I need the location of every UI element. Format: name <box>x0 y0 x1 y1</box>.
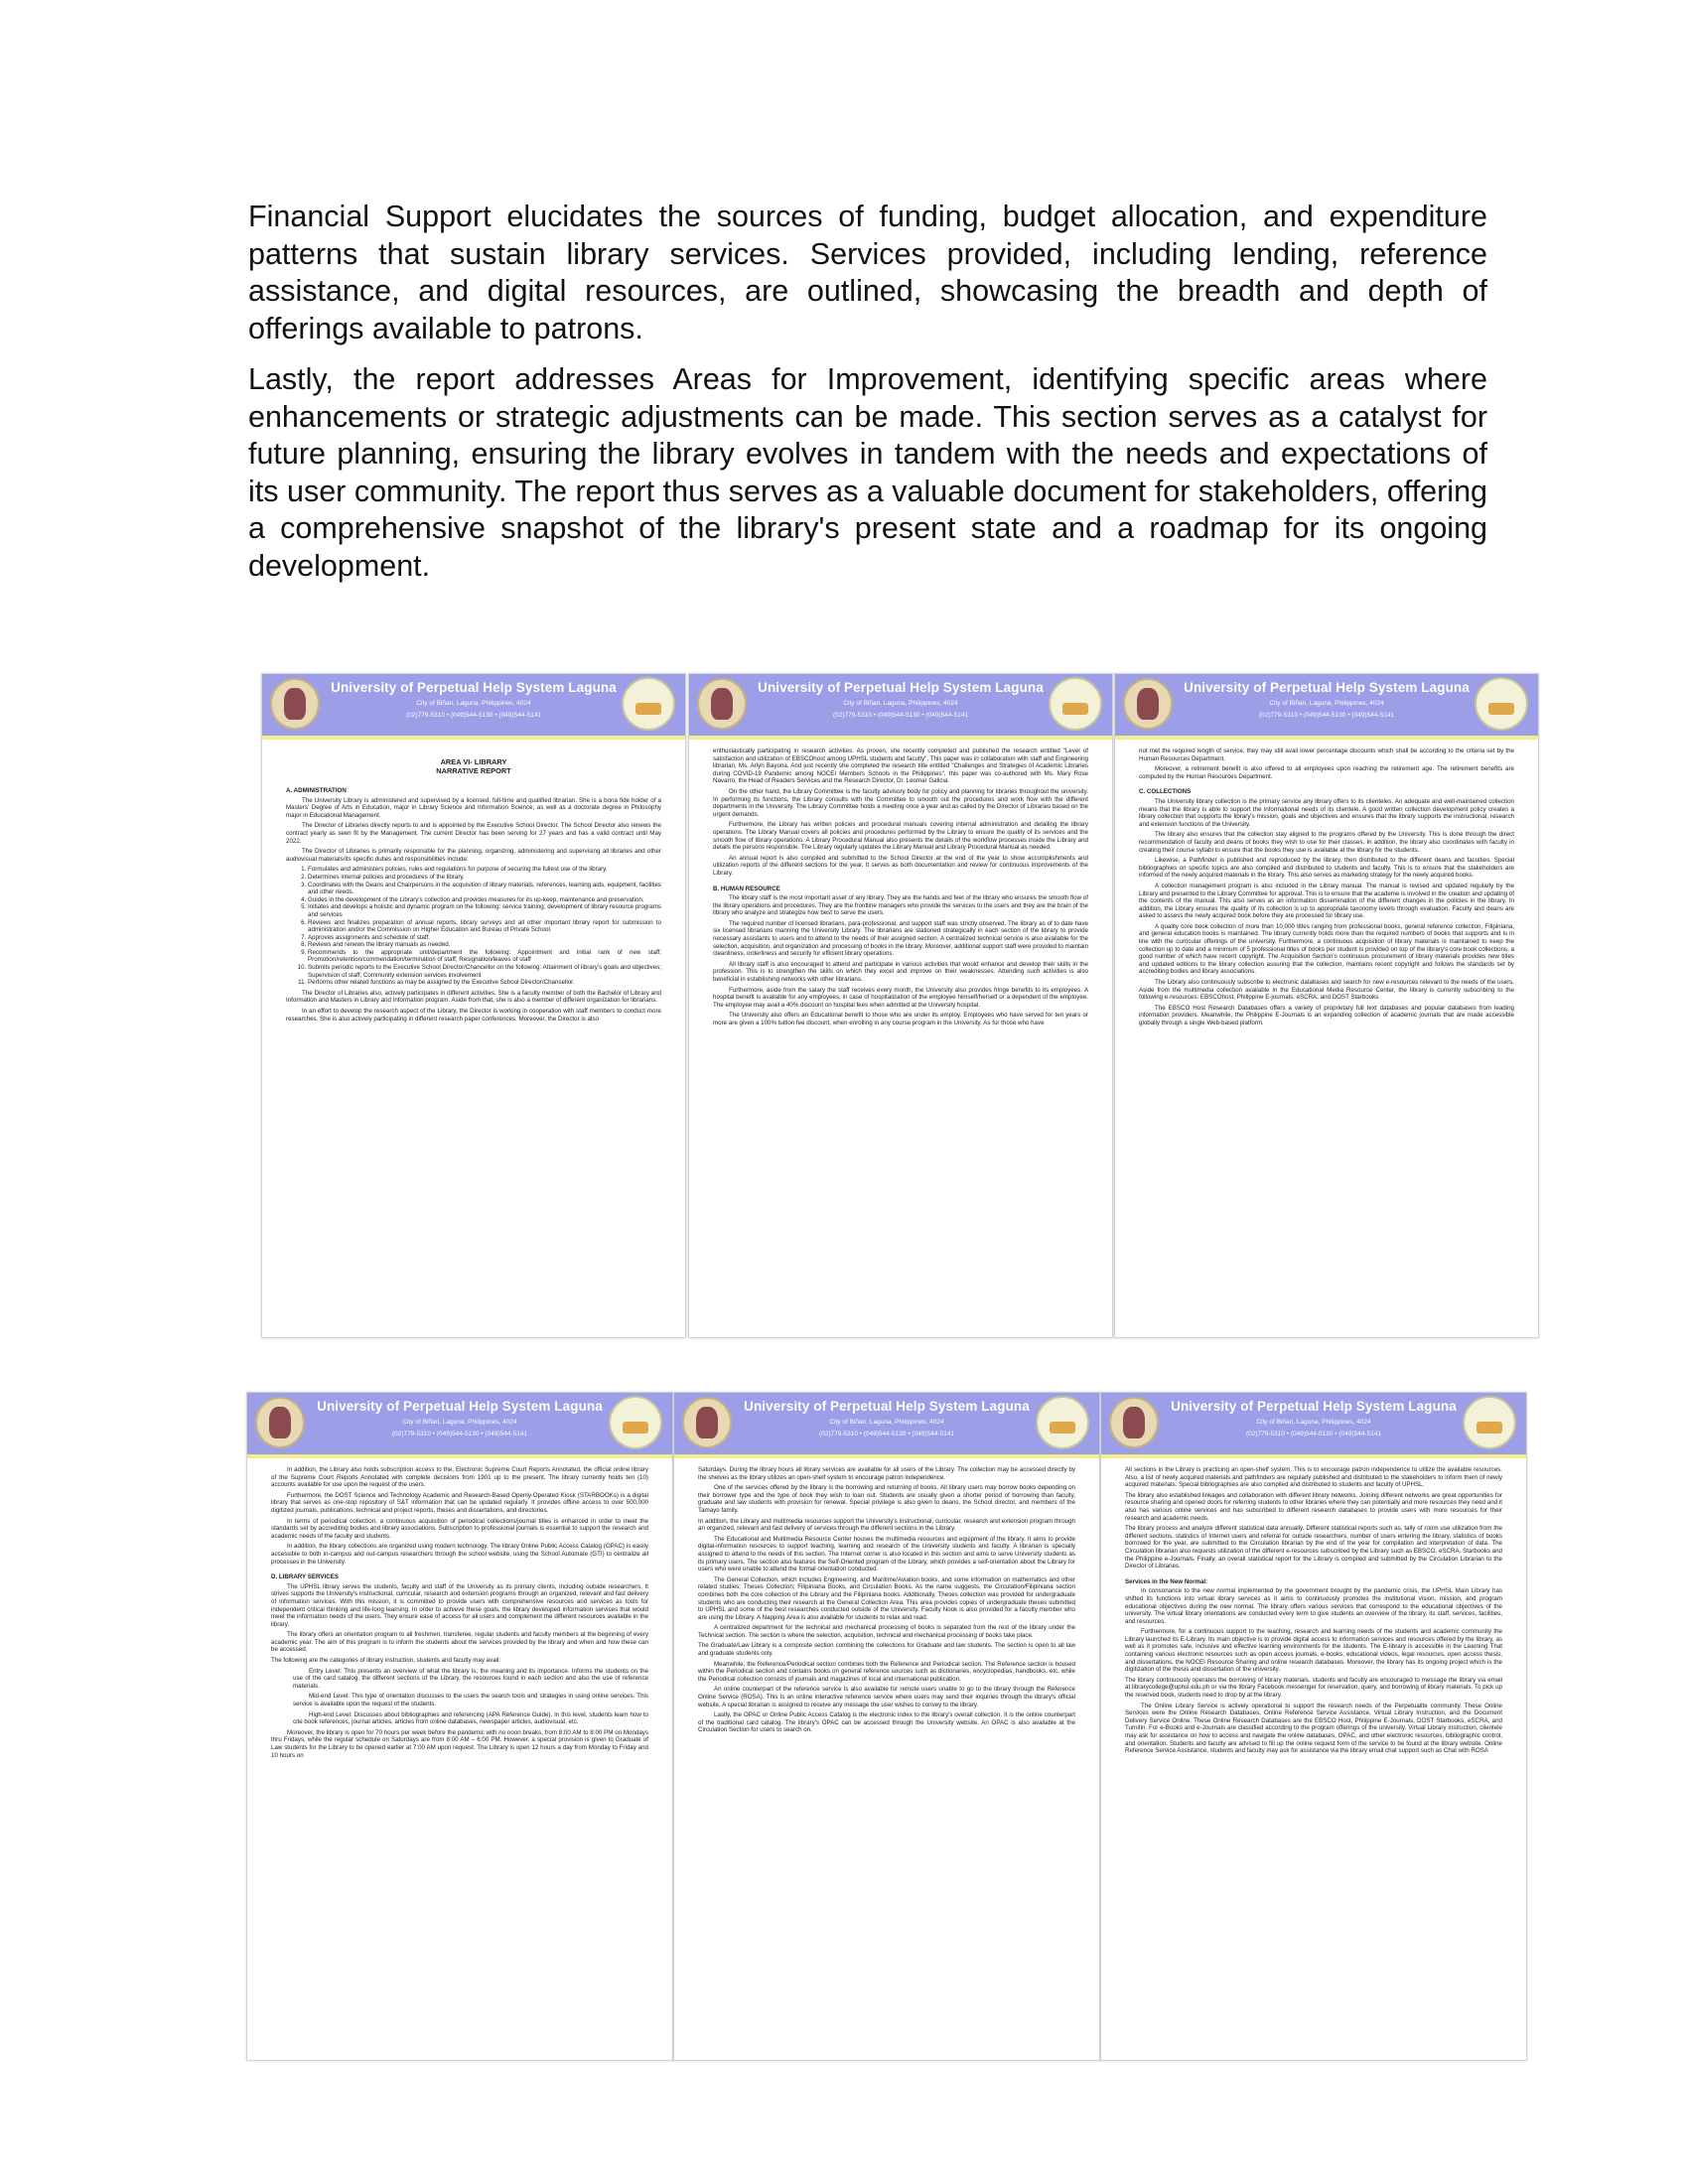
letterhead-phones: (02)779-5310 • (049)544-5130 • (049)544-5141 <box>818 1431 955 1437</box>
paragraph: The UPHSL library serves the students, faculty and staff of the University as its primary clients, including outside researchers. It strives supports the University's instructional, curricular, research and extension programs through an organized, relevant and fast delivery of information services. With this mission, it is committed to provide users with comprehensive resources and services as tools for independent critical thinking and life-long learning. In order to achieve these goals, the library developed information services that would meet the information needs of the users. They ensure ease of access for all users and complement the different resources available in the library. <box>271 1582 648 1628</box>
page-body <box>689 740 1112 1027</box>
paragraph: The Educational and Multimedia Resource Center houses the multimedia resources and equipment of the library. It aims to provide digital-information resources to support teaching, learning and research of the University students and faculty. A librarian is specially assigned to attend to the needs of this section. The Internet corner is also located in this section and aims to serve University students as its primary users. The section also features the Self-Oriented program of the Library, which provides a self-orientation about the Library for users who were unable to attend the formal orientation conducted. <box>698 1535 1075 1573</box>
page-thumbnail-3 <box>1114 673 1539 1338</box>
paragraph: An annual report is also compiled and submitted to the School Director at the end of the year to show accomplishments and utilization reports of the different sections for the year. It serves as both documentation and review for continuous improvements of the Library. <box>713 854 1088 877</box>
paragraph: The following are the categories of library instruction, students and faculty may avail: <box>271 1657 501 1665</box>
paragraph: Lastly, the OPAC or Online Public Access Catalog is the electronic index to the library's overall collection. It is the online counterpart of the traditional card catalog. The library's OPAC can be accessed through the University website. An OPAC is also available at the Circulation Section for users to search on. <box>698 1711 1075 1734</box>
accreditation-logo-icon <box>609 1396 662 1449</box>
letterhead <box>247 1393 672 1458</box>
intro-paragraph-1: Financial Support elucidates the sources of funding, budget allocation, and expenditure patterns that sustain library services. Services provided, including lending, reference assistance, and digital resources, are outlined, showcasing the breadth and depth of offerings available to patrons. <box>248 200 1487 345</box>
paragraph: The Library also continuously subscribe to electronic databases and search for new e-resources relevant to the needs of the users. Aside from the multimedia collection available in the Educational Media Resource Center, the library is currently subscribing to the following e-resources: EBSCOhost, Philippine E-journals, eSCRA, and DOST Starbooks. <box>1139 979 1514 1002</box>
letterhead <box>1115 674 1538 740</box>
paragraph: A collection management program is also included in the Library manual. The manual is revised and updated regularly by the Library and presented to the Library Committee for approval. This is to ensure that the academe is involved in the creation and updating of the contents of the manual. This also serves as an information dissemination of the different changes in the policies in the library. In addition, the Library ensures the quality of its collection is up to appropriate taxonomy levels through evaluation. Faculty and deans are asked to assess the newly acquired book before they are processed for library use. <box>1139 882 1514 920</box>
accreditation-logo-icon <box>1475 677 1528 731</box>
letterhead-title: University of Perpetual Help System Laguna <box>744 1399 1030 1414</box>
paragraph: The University Library is administered and supervised by a licensed, full-time and qualified librarian. She is a bona fide holder of a Masters' Degree of Arts in Education, major in Library Science and Information Science, as well as a doctorate degree in Philosophy major in Educational Management. <box>286 796 661 819</box>
letterhead-address: City of Biñan, Laguna, Philippines, 4024 <box>1256 1419 1371 1426</box>
paragraph: In an effort to develop the research aspect of the Library, the Director is working in cooperation with staff members to conduct more researches. She is also actively participating in different research paper conferences. Moreover, the Director is also <box>286 1008 661 1023</box>
paragraph: The University library collection is the primary service any library offers to its clienteles. An adequate and well-maintained collection means that the library is able to support the informational needs of its clientele. A good written collection development policy creates a library collection that supports the library's mission, goals and objectives and ensures that the library supports the instructional, research and extension functions of the University. <box>1139 797 1514 828</box>
list-item: 11. Performs other related functions as may be assigned by the Executive School Director/Chancellor. <box>308 979 661 987</box>
intro-paragraph-2: Lastly, the report addresses Areas for Improvement, identifying specific areas where enhancements or strategic adjustments can be made. This section serves as a catalyst for future planning, ensuring the library evolves in tandem with the needs and expectations of its user community. The report thus serves as a valuable document for stakeholders, offering a comprehensive snapshot of the library's present state and a roadmap for its ongoing development. <box>248 362 1487 583</box>
letterhead-phones: (02)779-5310 • (049)544-5130 • (049)544-5141 <box>391 1431 528 1437</box>
letterhead-address: City of Biñan, Laguna, Philippines, 4024 <box>1269 700 1384 707</box>
letterhead-title: University of Perpetual Help System Laguna <box>317 1399 603 1414</box>
letterhead-phones: (02)779-5310 • (049)544-5130 • (049)544-5141 <box>1245 1431 1382 1437</box>
section-heading: D. LIBRARY SERVICES <box>271 1573 339 1581</box>
paragraph: In addition, the Library and multimedia resources support the University's instructional, curricular, research and extension program through an organized, relevant and fast delivery of services through the different sections in the Library. <box>698 1517 1075 1533</box>
paragraph: A quality core book collection of more than 10,000 titles ranging from professional books, general reference collection, Filipiniana, and general education books is maintained. The library currently holds more than the required numbers of books that supports and is in line with the curricular offerings of the university. Furthermore, a continuous acquisition of library materials is maintained to keep the collection up to date and a minimum of 5 professional titles of books per student is provided on top of the library's core book collections, a good number of which have recent copyright. The Acquisition Section's continuous procurement of library materials provides new titles and updated editions to the library collection assuring that the collection, maintains recent copyright and follows the standards set by accrediting bodies and library associations. <box>1139 922 1514 976</box>
paragraph: The University also offers an Educational benefit to those who are under its employ. Employees who have served for ten years or more are given a 100% tuition fee discount, when enrolling in any course program in the University. As for those who have <box>713 1012 1088 1026</box>
page-body <box>1115 740 1538 1027</box>
accreditation-logo-icon <box>1036 1396 1089 1449</box>
paragraph: The General Collection, which includes Engineering, and Maritime/Aviation books, and some information on mathematics and other related studies; Theses Collection; Filipiniana Books, and Circulation Books. As the name suggests, the Circulation/Filipiniana section combines both the core collection of the Library and the Filipiniana books. Additionally, Theses collection was provided for undergraduate students who are conducting their research at the General Collection Area. This area provides copies of undergraduate theses submitted to UPHSL and some of the best researches conducted outside of the University. Faculty Nook is also provided for a faculty member who are using the Library. A Napping Area is also available for students to relax and read. <box>698 1575 1075 1621</box>
paragraph: The required number of licensed librarians, para-professional, and support staff was strictly observed. The library as of to date have six licensed librarians manning the University Library. The librarians are stationed strategically in each section of the library to provide necessary assistants to users and to attend to the needs of their assigned section. A centralized technical service is also available for the selection, acquisition, and organization and processing of books in the library. Moreover, additional support staff were provided to maintain cleanliness, orderliness and security for efficient library operations. <box>713 919 1088 958</box>
paragraph: The library also ensures that the collection stay aligned to the programs offered by the University. This is done through the direct recommendation of faculty and deans of books they wish to use for their classes. In addition, the library also coordinates with faculty in creating their course syllabi to ensure that the books they use is available at the library for the students. <box>1139 831 1514 854</box>
list-item: 8. Reviews and renews the library manuals as needed. <box>308 941 661 949</box>
paragraph: A centralized department for the technical and mechanical processing of books is separated from the rest of the library under the Technical section. The section is where the selection, acquisition, technical and mechanical processing of books take place. <box>698 1624 1075 1639</box>
list-item: 5. Initiates and develops a holistic and dynamic program on the following: service training; development of library resource programs and services <box>308 903 661 918</box>
paragraph: The Director of Libraries directly reports to and is appointed by the Executive School Director. The School Director also renews the contract yearly as seen fit by the Management. The current Director has been serving for 27 years and has a valid contract until May 2022. <box>286 822 661 845</box>
letterhead <box>262 674 685 740</box>
paragraph: All library staff is also encouraged to attend and participate in various activities that would enhance and develop their skills in the profession. This is to strengthen the skills on which they excel and improve on their weaknesses. Attending such activities is also beneficial in establishing networks with other librarians. <box>713 960 1088 984</box>
paragraph: Furthermore, the DOST Science and Technology Academic and Research-Based Openly-Operated Kiosk (STARBOOKs) is a digital library that serves as one-stop repository of S&T information that can be updated regularly. It provides offline access to over 500,000 digitized journals, publications, technical and project reports, theses and dissertations, and directories. <box>271 1491 648 1514</box>
university-seal-icon <box>682 1397 732 1448</box>
accreditation-logo-icon <box>622 677 675 731</box>
paragraph: The Director of Libraries also, actively participates in different activities. She is a faculty member of both the Bachelor of Library and Information and Masters in Library and Information program. Aside from that, she is also a member of different organization for librarians. <box>286 989 661 1005</box>
paragraph: Saturdays. During the library hours all library services are available for all users of the Library. The collection may be accessed directly by the shelves as the library utilizes an open-shelf system to encourage patron independence. <box>698 1466 1075 1481</box>
letterhead-title: University of Perpetual Help System Laguna <box>1171 1399 1457 1414</box>
paragraph: Entry Level: This presents an overview of what the library is, the meaning and its importance. Informs the students on the use of the card catalog, the different sections of the Library, the resources found in each section and also the use of reference materials. <box>293 1667 648 1690</box>
paragraph: Moreover, a retirement benefit is also offered to all employees upon reaching the retirement age. The retirement benefits are computed by the Human Resources Department. <box>1139 765 1514 780</box>
letterhead-title: University of Perpetual Help System Laguna <box>331 680 617 695</box>
university-seal-icon <box>1123 678 1173 730</box>
list-item: 6. Reviews and finalizes preparation of annual reports, library surveys and all other important library report for submission to administration and/or the Commission on Higher Education and Bureau of Private School. <box>308 919 661 934</box>
list-item: 9. Recommends to the appropriate unit/department the following: Appointment and initial rank of new staff; Promotion/retention/commendation/termination of staff; Resignation/leaves of staff <box>308 949 661 964</box>
paragraph: Mid-end Level: This type of orientation discusses to the users the search tools and strategies in using online services. This service is available upon the request of the students. <box>293 1693 648 1708</box>
paragraph: Meanwhile, the Reference/Periodical section combines both the Reference and Periodical section. The Reference section is housed within the Periodical section and contains books on general reference sources such as dictionaries, encyclopedias, handbooks, etc. while the Periodical collection consists of journals and magazines of local and international publication. <box>698 1660 1075 1683</box>
paragraph: In terms of periodical collection, a continuous acquisition of periodical collections/journal titles is enhanced in order to meet the standards set by accrediting bodies and library associations. Subscription to professional journals is essential to support the research and academic needs of the faculty and students. <box>271 1517 648 1540</box>
section-heading: C. COLLECTIONS <box>1139 788 1192 796</box>
paragraph: In addition, the library collections are organized using modern technology. The library Online Public Access Catalog (OPAC) is easily accessible to both in-campus and out-campus researchers through the school website, using the School Automate (GTI) to centralize all processes in the University. <box>271 1543 648 1566</box>
paragraph: The library staff is the most important asset of any library. They are the hands and feet of the library who ensures the smooth flow of the library operations and procedures. They are the frontline managers who provide the services to the users and they are the brain of the library who analyze and strategize how best to serve the users. <box>713 894 1088 917</box>
letterhead <box>1101 1393 1526 1458</box>
letterhead-title: University of Perpetual Help System Laguna <box>1184 680 1470 695</box>
list-item: 10. Submits periodic reports to the Executive School Director/Chancellor on the following: Attainment of library's goals and objectives; Supervision of staff; Community extension services involvement <box>308 964 661 979</box>
page-thumbnail-6 <box>1100 1392 1527 2061</box>
accreditation-logo-icon <box>1049 677 1102 731</box>
paragraph: The EBSCO Host Research Databases offers a variety of proprietary full text databases and popular databases from leading information providers. Meanwhile, the Philippine E-Journals is an expanding collection of academic journals that are made accessible globally through a single Web-based platform. <box>1139 1004 1514 1026</box>
university-seal-icon <box>270 678 320 730</box>
page-body <box>1101 1458 1526 1755</box>
page-thumbnail-4 <box>246 1392 673 2061</box>
letterhead-address: City of Biñan, Laguna, Philippines, 4024 <box>402 1419 517 1426</box>
accreditation-logo-icon <box>1463 1396 1516 1449</box>
paragraph: Furthermore, the Library has written policies and procedural manuals covering internal administration and detailing the library operations. The Library Manual covers all policies and procedures performed by the Library to ensure the quality of its services and the smooth flow of library operations. A Library Procedural Manual also presents the details of the workflow processes inside the Library and details the persons responsible. The Library regularly updates the Library Manual and Library Procedural Manual as needed. <box>713 821 1088 852</box>
paragraph: In consonance to the new normal implemented by the government brought by the pandemic crisis, the UPHSL Main Library has shifted its functions into virtual library services as it aims to continuously promotes the institutional vision, mission, and program educational objectives during the new normal. The library offers various services that correspond to the educational objectives of the university. The virtual library orientations are conducted every term to give students an overview of the library, its staff, services, facilities, and resources. <box>1125 1587 1502 1625</box>
paragraph: The library also established linkages and collaboration with different library networks. Joining different networks are great opportunities for resource sharing and opened doors for referring students to other libraries where they can potentially and more resources they need and it also has various online services and has subscribed to different research databases to provide users with more resources for their research and academic needs. <box>1125 1491 1502 1522</box>
paragraph: All sections in the Library is practicing an open-shelf system. This is to encourage patron independence to utilize the available resources. Also, a list of newly acquired materials and pathfinders are regularly published and distributed to the stakeholders to inform them of newly acquired materials. Special bibliographies are also compiled and distributed to students and faculty of UPHSL. <box>1125 1466 1502 1489</box>
letterhead-phones: (02)779-5310 • (049)544-5130 • (049)544-5141 <box>1258 712 1395 719</box>
page-body <box>674 1458 1099 1734</box>
paragraph: The library continuously operates the borrowing of library materials, students and faculty are encouraged to message the library via email at librarycollege@uphsl.edu.ph or via the library Facebook messenger for reservation, query, and borrowing of library materials. To pick up the reserved book, students need to drop by at the library. <box>1125 1676 1502 1700</box>
paragraph: Moreover, the library is open for 70 hours per week before the pandemic with no noon breaks, from 8:00 AM to 8:00 PM on Mondays thru Fridays, while the regular schedule on Saturdays are from 8:00 AM – 6:00 PM. However, a special provision is given to Graduate of Law students for the Library to be opened earlier at 7:00 AM upon request. The Library is open 12 hours a day from Monday to Friday and 10 hours on <box>271 1728 648 1759</box>
university-seal-icon <box>255 1397 305 1448</box>
page-thumbnail-2 <box>688 673 1113 1338</box>
letterhead-address: City of Biñan, Laguna, Philippines, 4024 <box>829 1419 944 1426</box>
paragraph: In addition, the Library also holds subscription access to the, Electronic Supreme Court Reports Annotated, the official online library of the Supreme Court Reports Annotated with complete decisions from 1901 up to the present. The library currently holds ten (10) accounts available for use upon the request of the users. <box>271 1466 648 1489</box>
paragraph: On the other hand, the Library Committee is the faculty advisory body for policy and planning for libraries throughout the university. In performing its functions, the Library consults with the Committee to smooth out the procedures and work flow with the different departments in the University. The Library Committee holds a meeting once a year and as called by the Director of Libraries based on the urgent demands. <box>713 787 1088 818</box>
intro-text <box>248 199 1487 599</box>
paragraph: The library process and analyze different statistical data annually. Different statistical reports such as, tally of room use utilization from the different sections, statistics of Internet users and referral for outside researchers, number of users entering the library, statistics of books borrowed for the year, are submitted to the Circulation librarian by the end of the year for compilation and interpretation of data. The Circulation librarian also requests utilization of the different e-resources subscribed by the Library such as EBSCO, eSCRA, Starbooks and the Philippine e-Journals. Finally, an overall statistical report for the Library is compiled and submitted by the Circulation Librarian to the Director of Libraries. <box>1125 1525 1502 1570</box>
list-item: 4. Guides in the development of the Library's collection and provides measures for its up-keep, maintenance and preservation. <box>308 896 661 904</box>
paragraph: An online counterpart of the reference service is also available for remote users unable to go to the library through the Reference Online Service (ROSA). This is an online interactive reference service where users may send their inquiries through the library's official website. A special librarian is assigned to receive any message the user wishes to convey to the library. <box>698 1686 1075 1708</box>
paragraph: The Graduate/Law Library is a composite section combining the collections for Graduate and law students. The section is open to all law and graduate students only. <box>698 1642 1075 1658</box>
list-item: 1. Formulates and administers policies, rules and regulations for purpose of securing the fullest use of the library. <box>308 866 661 874</box>
page-body <box>262 740 685 1023</box>
paragraph: Furthermore, for a continuous support to the teaching, research and learning needs of the students and academic community the Library launched its E-Library. Its main objective is to provide digital access to information services and resources offered by the library, as well as it promotes safe, inclusive and effective learning environments for the students. The E-library is accessible in the Learning That containing various electronic resources such as open access journals, e-books, educational videos, legal resources, open access thesis, and dissertations, the NOCEI Resource Sharing and online research databases. Moreover, the library has its ongoing project which is the digitization of the thesis and dissertation of the university. <box>1125 1628 1502 1674</box>
paragraph: Likewise, a Pathfinder is published and reproduced by the library, then distributed to the different deans and faculties. Special bibliographies on specific topics are also compiled and distributed to students and faculty. This is to ensure that the stakeholders are informed of the newly acquired materials in the library. This also serves as marketing strategy for the newly acquired books. <box>1139 857 1514 880</box>
paragraph: The library offers an orientation program to all freshmen, transferee, regular students and faculty members at the beginning of every academic year. The aim of this program is to inform the students about the services provided by the library and when and how these can be accessed. <box>271 1631 648 1654</box>
paragraph: High-end Level: Discusses about bibliographies and referencing (APA Reference Guide). In this level, students learn how to cite book references, journal articles, articles from online databases, newspaper articles, audiovisual, etc. <box>293 1710 648 1726</box>
page-body <box>247 1458 672 1759</box>
letterhead <box>689 674 1112 740</box>
paragraph: One of the services offered by the library is the borrowing and returning of books. All library users may borrow books depending on their borrower type and the type of book they wish to loan out. Students are usually given a shorter period of borrowing than faculty, graduate and law students with provision for renewal. Special privilege is also given to deans, the School director, and members of the Tamayo family. <box>698 1484 1075 1514</box>
page-thumbnail-1 <box>261 673 686 1338</box>
paragraph: The Online Library Service is actively operational to support the research needs of the Perpetualite community. These Online Services were the Online Research Databases, Online Reference Service Assistance, Virtual Library Instruction, and the Document Delivery Service Online. These Online Research Databases are the EBSCO Host, Philippine E-Journals, DOST Starbooks, eSCRA, and Turnitin. For e-Books and e-Journals are classified according to the program offerings of the university. Virtual Library instruction, clientele may ask for assistance on how to access and navigate the online databases, OPAC, and other electronic resources, bibliographic control, and orientation. Students and faculty are advised to fill up the online request form of the service to be found at the library website. Online Reference Service Assistance, students and faculty may ask for assistance via the library email chat support such as Chat with ROSA <box>1125 1702 1502 1755</box>
letterhead-phones: (02)779-5310 • (049)544-5130 • (049)544-5141 <box>405 712 542 719</box>
section-heading: Services in the New Normal: <box>1125 1577 1208 1585</box>
paragraph: enthusiastically participating in research activities. As proven, she recently completed and published the research entitled "Level of satisfaction and utilization of EBSCOhost among UPHSL students and faculty". This paper was in collaboration with staff and Engineering librarian, Ms. Arlyn Bayona. And just recently she completed the research title entitled "Challenges and Strategies of Academic Libraries during COVID-19 Pandemic among NOCEI Members Schools in the Philippines", this paper was co-authored with Ms. Mary Rose Navarro, the Head of Readers Services and the Research Director, Dr. Leomar Galicia. <box>713 748 1088 785</box>
list-item: 2. Determines internal policies and procedures of the library. <box>308 874 661 882</box>
duties-list <box>286 866 661 987</box>
page-thumbnail-5 <box>673 1392 1100 2061</box>
university-seal-icon <box>1109 1397 1159 1448</box>
letterhead-phones: (02)779-5310 • (049)544-5130 • (049)544-5141 <box>832 712 969 719</box>
paragraph: The Director of Libraries is primarily responsible for the planning, organizing, administering and supervising all libraries and other audiovisual materials/its specific duties and responsibilities include: <box>286 848 661 863</box>
list-item: 3. Coordinates with the Deans and Chairpersons in the acquisition of library materials, references, learning aids, equipment, facilities and other needs. <box>308 882 661 896</box>
section-heading: B. HUMAN RESOURCE <box>713 885 780 892</box>
letterhead <box>674 1393 1099 1458</box>
letterhead-address: City of Biñan, Laguna, Philippines, 4024 <box>843 700 958 707</box>
letterhead-address: City of Biñan, Laguna, Philippines, 4024 <box>416 700 531 707</box>
university-seal-icon <box>697 678 747 730</box>
paragraph: Furthermore, aside from the salary the staff receives every month, the University also provides fringe benefits to its employees. A hospital benefit is available for any employees, in case of hospitalization of the employee himself/herself or a dependent of the employee. The employee may avail a 40% discount on hospital fees when admitted at the University hospital. <box>713 986 1088 1009</box>
section-heading: A. ADMINISTRATION <box>286 787 347 794</box>
paragraph: not met the required length of service, they may still avail lower percentage discounts which shall be according to the criteria set by the Human Resources Department. <box>1139 748 1514 762</box>
list-item: 7. Approves assignments and schedule of staff. <box>308 934 661 942</box>
letterhead-title: University of Perpetual Help System Laguna <box>758 680 1044 695</box>
report-title: AREA VI- LIBRARY NARRATIVE REPORT <box>436 757 511 775</box>
